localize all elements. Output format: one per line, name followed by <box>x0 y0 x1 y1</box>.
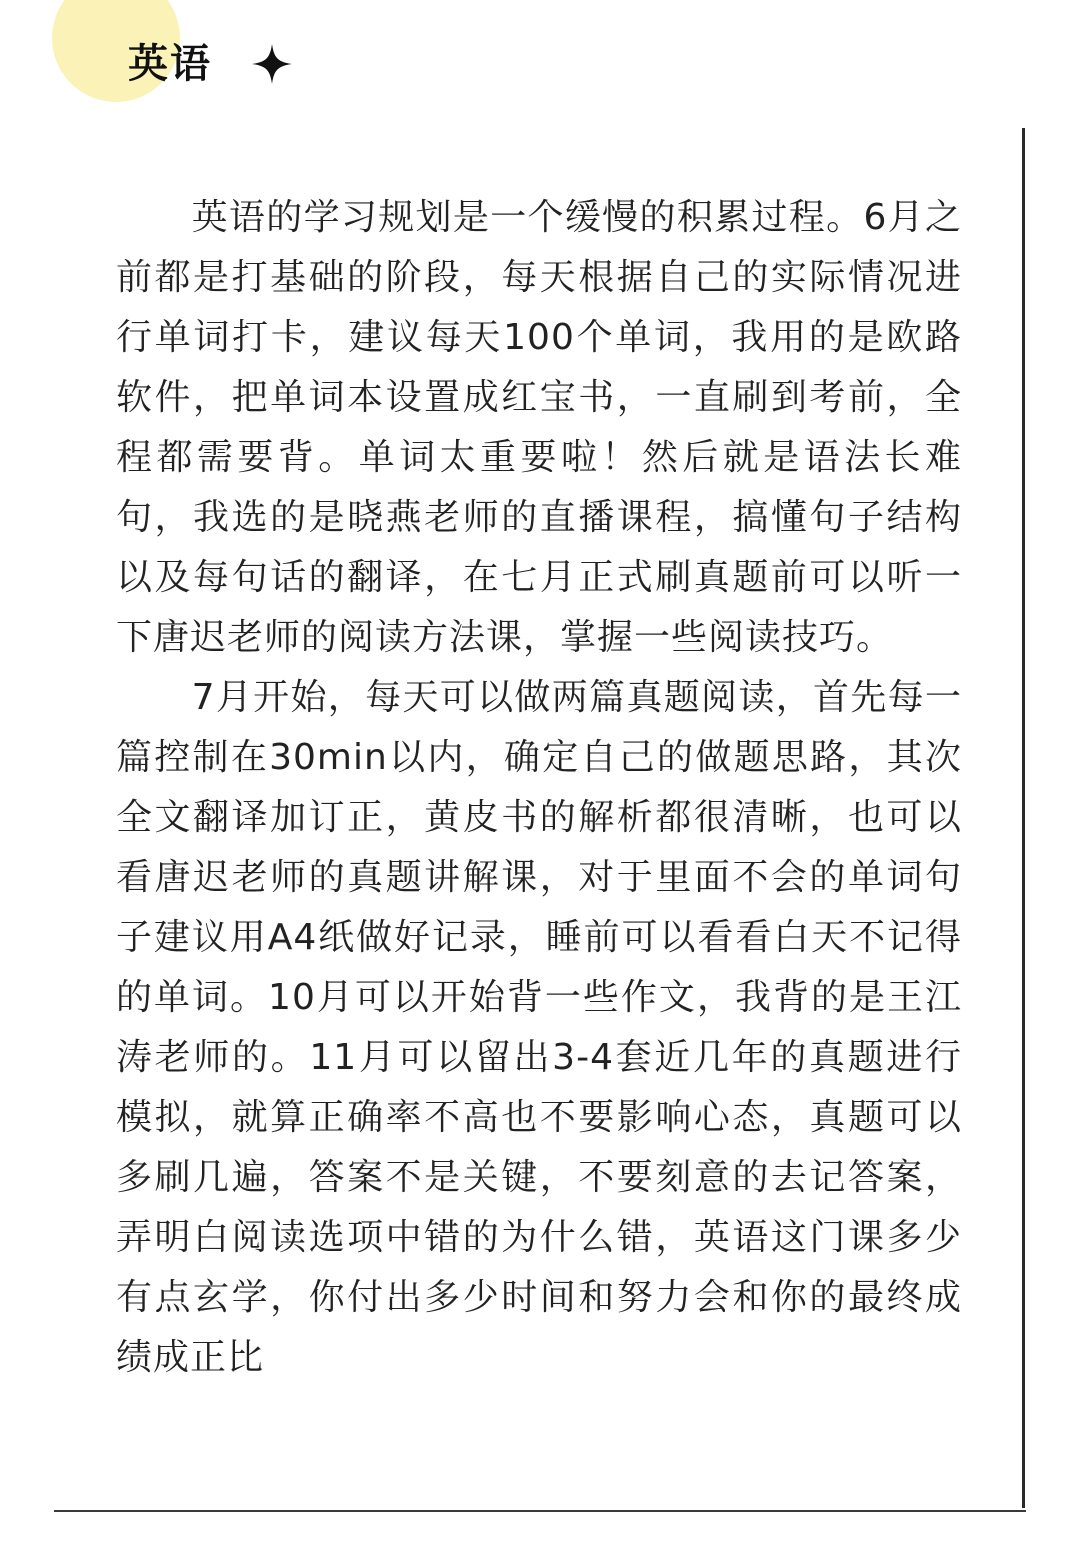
paragraph-1: 英语的学习规划是一个缓慢的积累过程。6月之前都是打基础的阶段，每天根据自己的实际情况进行单词打卡，建议每天100个单词，我用的是欧路软件，把单词本设置成红宝书，一直刷到考前，全程都需要背。单词太重要啦！然后就是语法长难句，我选的是晓燕老师的直播课程，搞懂句子结构以及每句话的翻译，在七月正式刷真题前可以听一下唐迟老师的阅读方法课，掌握一些阅读技巧。 <box>116 197 962 658</box>
bottom-border-line <box>54 1510 1026 1512</box>
article-body <box>116 188 962 1388</box>
paragraph-2: 7月开始，每天可以做两篇真题阅读，首先每一篇控制在30min以内，确定自己的做题思路，其次全文翻译加订正，黄皮书的解析都很清晰，也可以看唐迟老师的真题讲解课，对于里面不会的单词句子建议用A4纸做好记录，睡前可以看看白天不记得的单词。10月可以开始背一些作文，我背的是王江涛老师的。11月可以留出3-4套近几年的真题进行模拟，就算正确率不高也不要影响心态，真题可以多刷几遍，答案不是关键，不要刻意的去记答案，弄明白阅读选项中错的为什么错，英语这门课多少有点玄学，你付出多少时间和努力会和你的最终成绩成正比 <box>116 677 962 1378</box>
sparkle-icon <box>252 44 292 84</box>
right-border-line <box>1022 128 1025 1508</box>
section-heading: 英语 <box>128 41 212 87</box>
